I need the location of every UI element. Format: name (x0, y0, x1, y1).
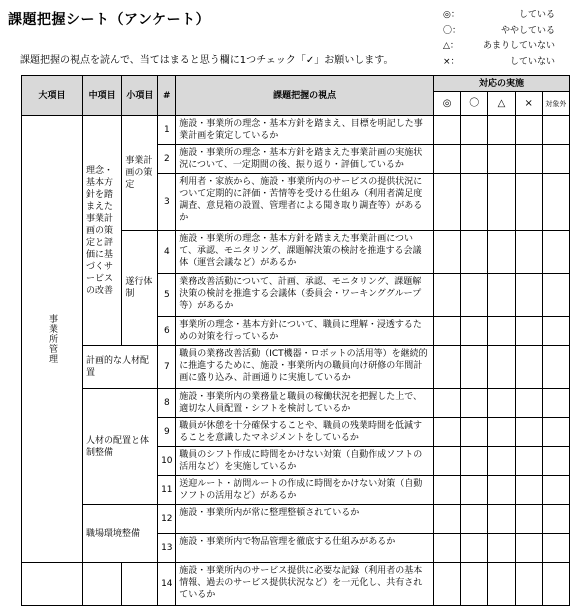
middle-item-label: 人材の配置と体制整備 (83, 389, 158, 505)
check-cell[interactable] (433, 418, 460, 447)
check-cell[interactable] (461, 346, 488, 389)
row-number: 6 (158, 317, 176, 346)
viewpoint-text: 職員が休憩を十分確保することや、職員の残業時間を低減することを意識したマネジメントをしているか (176, 418, 434, 447)
header-opt-triangle: △ (488, 92, 515, 116)
check-cell[interactable] (542, 418, 569, 447)
instruction-text: 課題把握の視点を読んで、当てはまると思う欄に1つチェック「✓」お願いします。 (20, 55, 394, 66)
check-cell[interactable] (515, 145, 542, 174)
row-number: 10 (158, 447, 176, 476)
check-cell[interactable] (461, 389, 488, 418)
check-cell[interactable] (515, 317, 542, 346)
row-number: 14 (158, 563, 176, 606)
header-opt-double-circle: ◎ (433, 92, 460, 116)
check-cell[interactable] (488, 346, 515, 389)
viewpoint-text: 職員のシフト作成に時間をかけない対策（自動作成ソフトの活用など）を実施しているか (176, 447, 434, 476)
check-cell[interactable] (542, 346, 569, 389)
check-cell[interactable] (542, 447, 569, 476)
row-number: 9 (158, 418, 176, 447)
check-cell[interactable] (433, 447, 460, 476)
check-cell[interactable] (433, 274, 460, 317)
check-cell[interactable] (542, 317, 569, 346)
viewpoint-text: 施設・事業所内の業務量と職員の稼働状況を把握した上で、適切な人員配置・シフトを検討しているか (176, 389, 434, 418)
check-cell[interactable] (515, 346, 542, 389)
legend-row: 〇： ややしている (443, 25, 555, 36)
viewpoint-text: 利用者・家族から、施設・事業所内のサービスの提供状況について定期的に評価・苦情等を受ける仕組み（利用者満足度調査、意見箱の設置、管理者による聞き取り調査等）があるか (176, 174, 434, 231)
check-cell[interactable] (433, 534, 460, 563)
header-status: 対応の実施 (433, 76, 569, 92)
check-cell[interactable] (515, 563, 542, 606)
check-cell[interactable] (461, 116, 488, 145)
check-cell[interactable] (461, 418, 488, 447)
major-item-label: 事業所管理 (22, 116, 83, 563)
check-cell[interactable] (488, 116, 515, 145)
check-cell[interactable] (488, 317, 515, 346)
header-num: # (158, 76, 176, 116)
legend-row: ×： していない (443, 56, 555, 67)
check-cell[interactable] (515, 231, 542, 274)
check-cell[interactable] (433, 145, 460, 174)
header-opt-circle: 〇 (461, 92, 488, 116)
check-cell[interactable] (461, 447, 488, 476)
header-opt-na: 対象外 (542, 92, 569, 116)
check-cell[interactable] (488, 274, 515, 317)
check-cell[interactable] (461, 174, 488, 231)
viewpoint-text: 施設・事業所の理念・基本方針を踏まえた事業計画について、承認、モニタリング、課題解決策の検討を推進する会議体（運営会議など）があるか (176, 231, 434, 274)
row-number: 8 (158, 389, 176, 418)
viewpoint-text: 職員の業務改善活動（ICT機器・ロボットの活用等）を継続的に推進するために、施設・事業所内の職員向け研修の年間計画に盛り込み、計画通りに実施しているか (176, 346, 434, 389)
small-item-label: 遂行体制 (122, 231, 158, 346)
check-cell[interactable] (515, 476, 542, 505)
check-cell[interactable] (461, 563, 488, 606)
header-small: 小項目 (122, 76, 158, 116)
header-middle: 中項目 (83, 76, 122, 116)
check-cell[interactable] (542, 231, 569, 274)
check-cell[interactable] (433, 389, 460, 418)
check-cell[interactable] (515, 447, 542, 476)
check-cell[interactable] (515, 116, 542, 145)
middle-item-label: 理念・基本方針を踏まえた事業計画の策定と評価に基づくサービスの改善 (83, 116, 122, 346)
check-cell[interactable] (461, 476, 488, 505)
check-cell[interactable] (461, 534, 488, 563)
check-cell[interactable] (488, 174, 515, 231)
check-cell[interactable] (488, 534, 515, 563)
check-cell[interactable] (433, 346, 460, 389)
small-item-label: 事業計画の策定 (122, 116, 158, 231)
viewpoint-text: 施設・事業所内で物品管理を徹底する仕組みがあるか (176, 534, 434, 563)
check-cell[interactable] (515, 389, 542, 418)
check-cell[interactable] (433, 563, 460, 606)
check-cell[interactable] (542, 505, 569, 534)
check-cell[interactable] (461, 505, 488, 534)
check-cell[interactable] (542, 389, 569, 418)
header-major: 大項目 (22, 76, 83, 116)
row-number: 1 (158, 116, 176, 145)
row-number: 12 (158, 505, 176, 534)
row-number: 2 (158, 145, 176, 174)
check-cell[interactable] (542, 145, 569, 174)
viewpoint-text: 送迎ルート・訪問ルートの作成に時間をかけない対策（自動ソフトの活用など）があるか (176, 476, 434, 505)
check-cell[interactable] (542, 274, 569, 317)
assessment-table (21, 75, 570, 606)
check-cell[interactable] (488, 563, 515, 606)
header-viewpoint: 課題把握の視点 (176, 76, 434, 116)
check-cell[interactable] (515, 174, 542, 231)
check-cell[interactable] (433, 476, 460, 505)
row-number: 13 (158, 534, 176, 563)
rating-legend (443, 8, 555, 70)
row-number: 11 (158, 476, 176, 505)
viewpoint-text: 業務改善活動について、計画、承認、モニタリング、課題解決策の検討を推進する会議体（委員会・ワーキンググループ等）があるか (176, 274, 434, 317)
row-number: 7 (158, 346, 176, 389)
viewpoint-text: 施設・事業所内が常に整理整頓されているか (176, 505, 434, 534)
viewpoint-text: 事業所の理念・基本方針について、職員に理解・浸透するための対策を行っているか (176, 317, 434, 346)
check-cell[interactable] (542, 534, 569, 563)
check-cell[interactable] (542, 476, 569, 505)
check-cell[interactable] (515, 274, 542, 317)
check-cell[interactable] (461, 274, 488, 317)
check-cell[interactable] (515, 534, 542, 563)
middle-item-label: 職場環境整備 (83, 505, 158, 563)
check-cell[interactable] (542, 116, 569, 145)
check-cell[interactable] (542, 563, 569, 606)
viewpoint-text: 施設・事業所の理念・基本方針を踏まえ、目標を明記した事業計画を策定しているか (176, 116, 434, 145)
check-cell[interactable] (488, 476, 515, 505)
row-number: 4 (158, 231, 176, 274)
check-cell[interactable] (461, 145, 488, 174)
check-cell[interactable] (515, 418, 542, 447)
check-cell[interactable] (488, 389, 515, 418)
major-item-blank (22, 563, 83, 606)
check-cell[interactable] (433, 317, 460, 346)
check-cell[interactable] (488, 447, 515, 476)
check-cell[interactable] (433, 505, 460, 534)
middle-item-label: 計画的な人材配置 (83, 346, 158, 389)
check-cell[interactable] (488, 145, 515, 174)
viewpoint-text: 施設・事業所の理念・基本方針を踏まえた事業計画の実施状況について、一定期間の後、振り返り・評価しているか (176, 145, 434, 174)
check-cell[interactable] (488, 505, 515, 534)
legend-row: ◎： している (443, 10, 555, 20)
check-cell[interactable] (488, 231, 515, 274)
middle-item-blank (83, 563, 122, 606)
legend-row: △： あまりしていない (443, 41, 555, 51)
sheet-title: 課題把握シート（アンケート） (8, 12, 211, 28)
row-number: 5 (158, 274, 176, 317)
check-cell[interactable] (433, 174, 460, 231)
check-cell[interactable] (488, 418, 515, 447)
header-opt-cross: × (515, 92, 542, 116)
check-cell[interactable] (542, 174, 569, 231)
check-cell[interactable] (461, 231, 488, 274)
small-item-blank (122, 563, 158, 606)
check-cell[interactable] (433, 116, 460, 145)
viewpoint-text: 施設・事業所内のサービス提供に必要な記録（利用者の基本情報、過去のサービス提供状況など）を一元化し、共有されているか (176, 563, 434, 606)
check-cell[interactable] (433, 231, 460, 274)
check-cell[interactable] (461, 317, 488, 346)
row-number: 3 (158, 174, 176, 231)
check-cell[interactable] (515, 505, 542, 534)
